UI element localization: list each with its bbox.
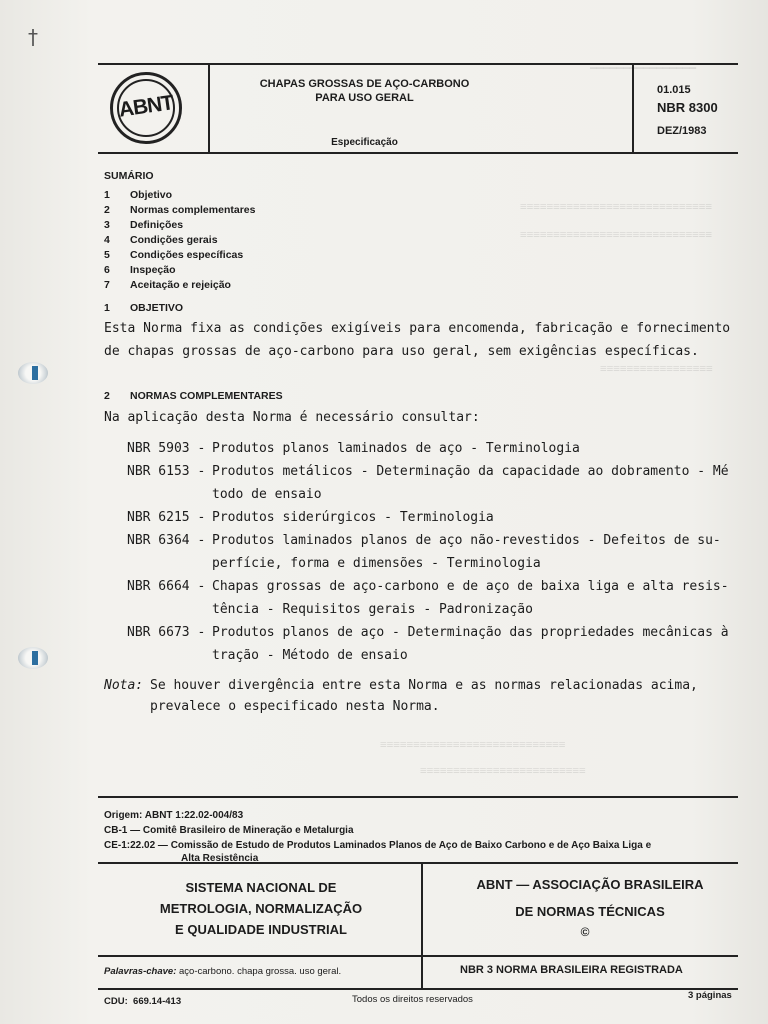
- note-text: prevalece o especificado nesta Norma.: [150, 699, 440, 714]
- rights-reserved: Todos os direitos reservados: [352, 994, 473, 1005]
- standard-number: NBR 8300: [657, 100, 718, 115]
- sinmetro-line: METROLOGIA, NORMALIZAÇÃO: [159, 901, 363, 916]
- reference-title: Produtos siderúrgicos - Terminologia: [212, 510, 494, 525]
- summary-item: 4 Condições gerais: [104, 234, 218, 246]
- bleed-through: ≡≡≡≡≡≡≡≡≡≡≡≡≡≡≡≡≡≡≡≡≡≡≡≡≡≡≡≡≡: [520, 228, 713, 241]
- reference-code: NBR 6364 -: [127, 533, 206, 548]
- reference-title: tência - Requisitos gerais - Padronização: [212, 602, 533, 617]
- title-line: CHAPAS GROSSAS DE AÇO-CARBONO: [259, 78, 470, 90]
- summary-item: 5 Condições específicas: [104, 249, 244, 261]
- footer-mid-rule: [98, 955, 738, 957]
- reference-title: todo de ensaio: [212, 487, 322, 502]
- note-label: Nota:: [104, 678, 144, 693]
- copyright-symbol: ©: [580, 925, 590, 939]
- body-text: Na aplicação desta Norma é necessário consultar:: [104, 410, 480, 425]
- bleed-through: ≡≡≡≡≡≡≡≡≡≡≡≡≡≡≡≡≡≡≡≡≡≡≡≡≡≡≡≡: [380, 738, 566, 751]
- reference-code: NBR 6153 -: [127, 464, 206, 479]
- reference-title: tração - Método de ensaio: [212, 648, 408, 663]
- summary-item: 3 Definições: [104, 219, 184, 231]
- abnt-name-line: DE NORMAS TÉCNICAS: [515, 904, 665, 919]
- body-text: de chapas grossas de aço-carbono para uso geral, sem exigências específicas.: [104, 344, 699, 359]
- cdu: CDU: 669.14-413: [104, 996, 182, 1007]
- reference-title: Produtos planos de aço - Determinação das propriedades mecânicas à: [212, 625, 729, 640]
- punch-hole-icon: [18, 647, 48, 669]
- page-count: 3 páginas: [688, 990, 732, 1001]
- pencil-mark-icon: †: [28, 25, 38, 49]
- origin-line: CE-1:22.02 — Comissão de Estudo de Produtos Laminados Planos de Aço de Baixo Carbono e de Aço Baixa Liga e: [104, 840, 652, 851]
- abnt-logo-text: ABNT: [117, 91, 175, 122]
- document-type: Especificação: [331, 137, 398, 148]
- header-divider: [208, 63, 210, 153]
- reference-title: perfície, forma e dimensões - Terminologia: [212, 556, 541, 571]
- abnt-name-line: ABNT — ASSOCIAÇÃO BRASILEIRA: [476, 877, 704, 892]
- reference-code: NBR 5903 -: [127, 441, 206, 456]
- section-heading: 1 OBJETIVO: [104, 302, 184, 314]
- keywords: Palavras-chave: aço-carbono. chapa grossa. uso geral.: [104, 966, 342, 977]
- summary-item: 1 Objetivo: [104, 189, 173, 201]
- summary-item: 2 Normas complementares: [104, 204, 256, 216]
- origin-line: Origem: ABNT 1:22.02-004/83: [104, 810, 244, 821]
- reference-code: NBR 6664 -: [127, 579, 206, 594]
- sinmetro-block: [104, 877, 418, 940]
- reference-title: Produtos laminados planos de aço não-revestidos - Defeitos de su-: [212, 533, 721, 548]
- origin-top-rule: [98, 796, 738, 798]
- bleed-through: ≡≡≡≡≡≡≡≡≡≡≡≡≡≡≡≡≡≡≡≡≡≡≡≡≡: [420, 764, 586, 777]
- summary-heading: SUMÁRIO: [104, 170, 154, 182]
- reference-title: Produtos metálicos - Determinação da capacidade ao dobramento - Mé: [212, 464, 729, 479]
- bleed-through: ≡≡≡≡≡≡≡≡≡≡≡≡≡≡≡≡≡≡≡≡≡≡≡≡≡≡≡≡≡: [520, 200, 713, 213]
- sinmetro-line: SISTEMA NACIONAL DE: [185, 880, 337, 895]
- reference-code: NBR 6673 -: [127, 625, 206, 640]
- bleed-through: ━━━━━━━━━━━━━━━━: [590, 62, 696, 75]
- origin-line: CB-1 — Comitê Brasileiro de Mineração e Metalurgia: [104, 825, 354, 836]
- document-title: [212, 77, 517, 105]
- summary-item: 6 Inspeção: [104, 264, 176, 276]
- reference-code: NBR 6215 -: [127, 510, 206, 525]
- header-bottom-rule: [98, 152, 738, 154]
- footer-divider: [421, 862, 423, 990]
- footer-bottom-rule: [98, 988, 738, 990]
- origin-line: Alta Resistência: [181, 853, 259, 864]
- title-line: PARA USO GERAL: [315, 92, 414, 104]
- abnt-logo: [110, 72, 182, 144]
- summary-item: 7 Aceitação e rejeição: [104, 279, 231, 291]
- header-top-rule: [98, 63, 738, 65]
- sinmetro-line: E QUALIDADE INDUSTRIAL: [175, 922, 347, 937]
- footer-top-rule: [98, 862, 738, 864]
- reference-title: Produtos planos laminados de aço - Terminologia: [212, 441, 580, 456]
- registry-label: NBR 3 NORMA BRASILEIRA REGISTRADA: [460, 964, 683, 976]
- classification-code: 01.015: [657, 84, 691, 96]
- header-divider: [632, 63, 634, 153]
- publication-date: DEZ/1983: [657, 125, 707, 137]
- note-text: Se houver divergência entre esta Norma e as normas relacionadas acima,: [150, 678, 698, 693]
- reference-title: Chapas grossas de aço-carbono e de aço de baixa liga e alta resis-: [212, 579, 729, 594]
- body-text: Esta Norma fixa as condições exigíveis para encomenda, fabricação e fornecimento: [104, 321, 731, 336]
- bleed-through: ≡≡≡≡≡≡≡≡≡≡≡≡≡≡≡≡≡: [600, 362, 713, 375]
- punch-hole-icon: [18, 362, 48, 384]
- section-heading: 2 NORMAS COMPLEMENTARES: [104, 390, 283, 402]
